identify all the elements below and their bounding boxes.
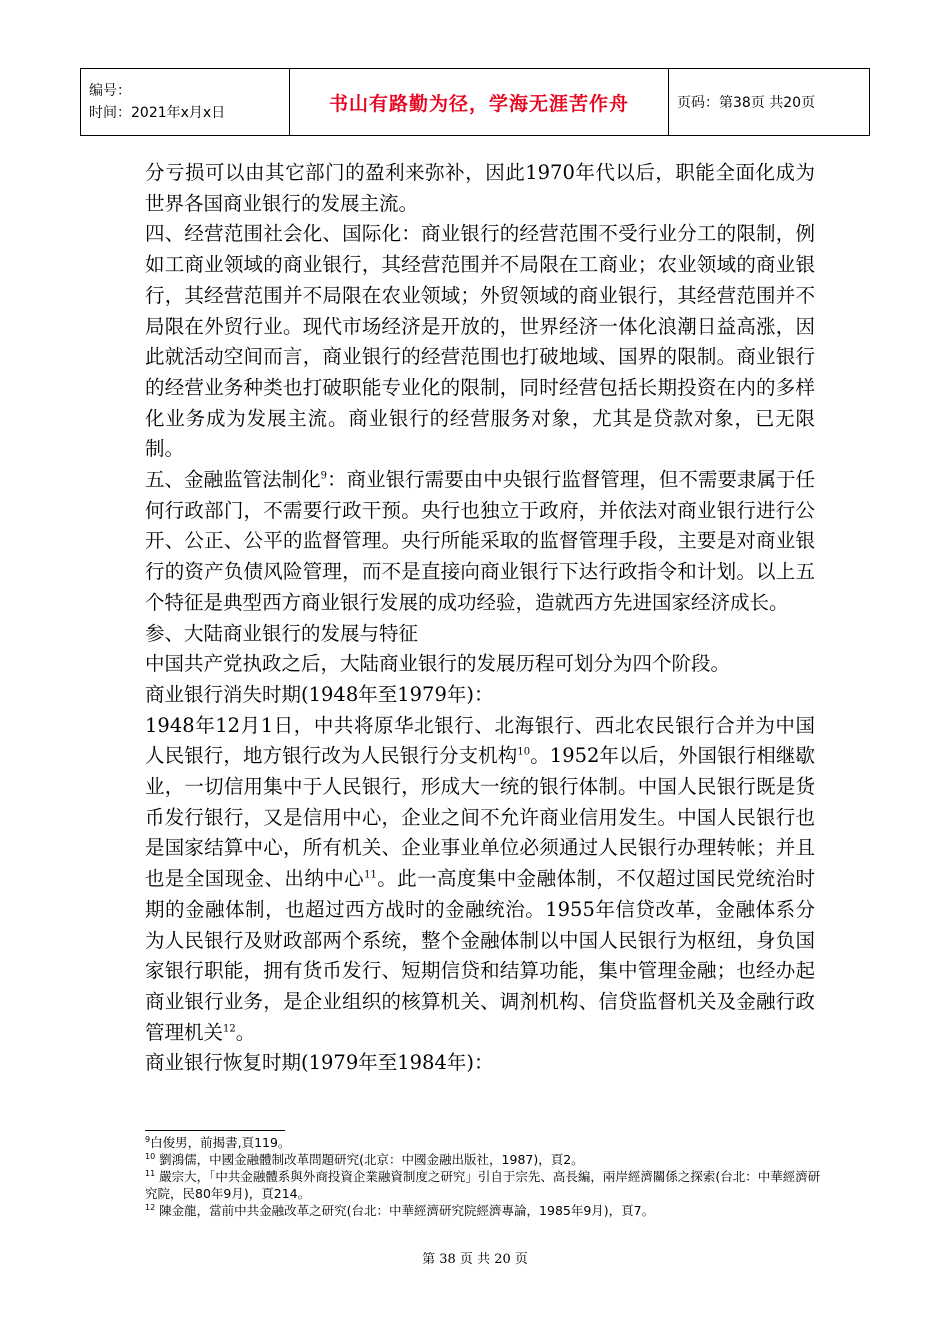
section-heading: 参、大陆商业银行的发展与特征	[145, 621, 419, 645]
footnotes	[145, 1134, 825, 1219]
header-meta	[81, 69, 290, 136]
paragraph	[145, 465, 815, 619]
footnote-text: 劉鴻儒，中國金融體制改革問題研究(北京：中國金融出版社，1987)，頁2。	[155, 1152, 584, 1167]
footnote-separator	[145, 1130, 285, 1131]
paragraph	[145, 219, 815, 465]
paragraph-text: 五、金融监管法制化	[145, 468, 321, 492]
footnote-item	[145, 1202, 825, 1219]
footnote-number: 10	[145, 1151, 156, 1161]
footnote-number: 9	[145, 1134, 151, 1144]
footnote-text: 白俊男，前揭書,頁119。	[150, 1135, 291, 1150]
subsection-heading: 商业银行消失时期(1948年至1979年)：	[145, 682, 494, 706]
paragraph: 中国共产党执政之后，大陆商业银行的发展历程可划分为四个阶段。	[145, 652, 731, 676]
footnote-item	[145, 1134, 825, 1151]
serial-label: 编号：	[89, 83, 131, 99]
header-motto: 书山有路勤为径，学海无涯苦作舟	[328, 92, 629, 115]
footnote-number: 12	[145, 1202, 156, 1212]
page-footer: 第 38 页 共 20 页	[422, 1252, 528, 1267]
footnote-ref[interactable]: 11	[364, 869, 377, 881]
header-motto-cell	[290, 69, 669, 136]
paragraph-text: ：商业银行需要由中央银行监督管理，但不需要隶属于任何行政部门，不需要行政干预。央行也独立于政府，并依法对商业银行进行公开、公正、公平的监督管理。央行所能采取的监督管理手段，主要是对商业银行的资产负债风险管理，而不是直接向商业银行下达行政指令和计划。以上五个特征是典型西方商业银行发展的成功经验，造就西方先进国家经济成长。	[145, 468, 815, 614]
footnote-ref[interactable]: 12	[223, 1023, 236, 1035]
paragraph-text: 。此一高度集中金融体制，不仅超过国民党统治时期的金融体制，也超过西方战时的金融统治。1955年信贷改革，金融体系分为人民银行及财政部两个系统，整个金融体制以中国人民银行为枢纽，身负国家银行职能，拥有货币发行、短期信贷和结算功能，集中管理金融；也经办起商业银行业务，是企业组织的核算机关、调剂机构、信贷监督机关及金融行政管理机关	[145, 867, 815, 1044]
subsection-heading: 商业银行恢复时期(1979年至1984年)：	[145, 1051, 494, 1075]
paragraph: 分亏损可以由其它部门的盈利来弥补，因此1970年代以后，职能全面化成为世界各国商业银行的发展主流。	[145, 161, 815, 215]
paragraph	[145, 711, 815, 1049]
page-header	[80, 68, 870, 136]
footnote-text: 嚴宗大，「中共金融體系與外商投資企業融資制度之研究」引自于宗先、高長編，兩岸經濟關係之探索(台北：中華經濟研究院，民80年9月)，頁214。	[145, 1169, 821, 1201]
paragraph-text: 。1952年以后，外国银行相继歇业，一切信用集中于人民银行，形成大一统的银行体制。中国人民银行既是货币发行银行，又是信用中心，企业之间不允许商业信用发生。中国人民银行也是国家结算中心，所有机关、企业事业单位必须通过人民银行办理转帐；并且也是全国现金、出纳中心	[145, 744, 815, 891]
footnote-number: 11	[145, 1168, 156, 1178]
footnote-ref[interactable]: 10	[517, 746, 531, 758]
paragraph-text: 。	[235, 1020, 256, 1044]
paragraph-text: 1948年12月1日，中共将原华北银行、北海银行、西北农民银行合并为中国人民银行，地方银行改为人民银行分支机构	[145, 713, 815, 768]
footnote-item	[145, 1168, 825, 1202]
date-label: 时间：2021年x月x日	[89, 105, 226, 121]
footnote-item	[145, 1151, 825, 1168]
footnote-ref[interactable]: 9	[320, 470, 328, 482]
header-page-number: 页码：第38页 共20页	[669, 69, 870, 136]
paragraph-text: 四、经营范围社会化、国际化：商业银行的经营范围不受行业分工的限制，例如工商业领域的商业银行，其经营范围并不局限在工商业；农业领域的商业银行，其经营范围并不局限在农业领域；外贸领域的商业银行，其经营范围并不局限在外贸行业。现代市场经济是开放的，世界经济一体化浪潮日益高涨，因此就活动空间而言，商业银行的经营范围也打破地域、国界的限制。商业银行的经营业务种类也打破职能专业化的限制，同时经营包括长期投资在内的多样化业务成为发展主流。商业银行的经营服务对象，尤其是贷款对象，已无限制。	[145, 222, 815, 461]
document-body	[145, 158, 815, 1079]
footnote-text: 陳金龍，當前中共金融改革之研究(台北：中華經濟研究院經濟專論，1985年9月)，頁7。	[155, 1203, 655, 1218]
